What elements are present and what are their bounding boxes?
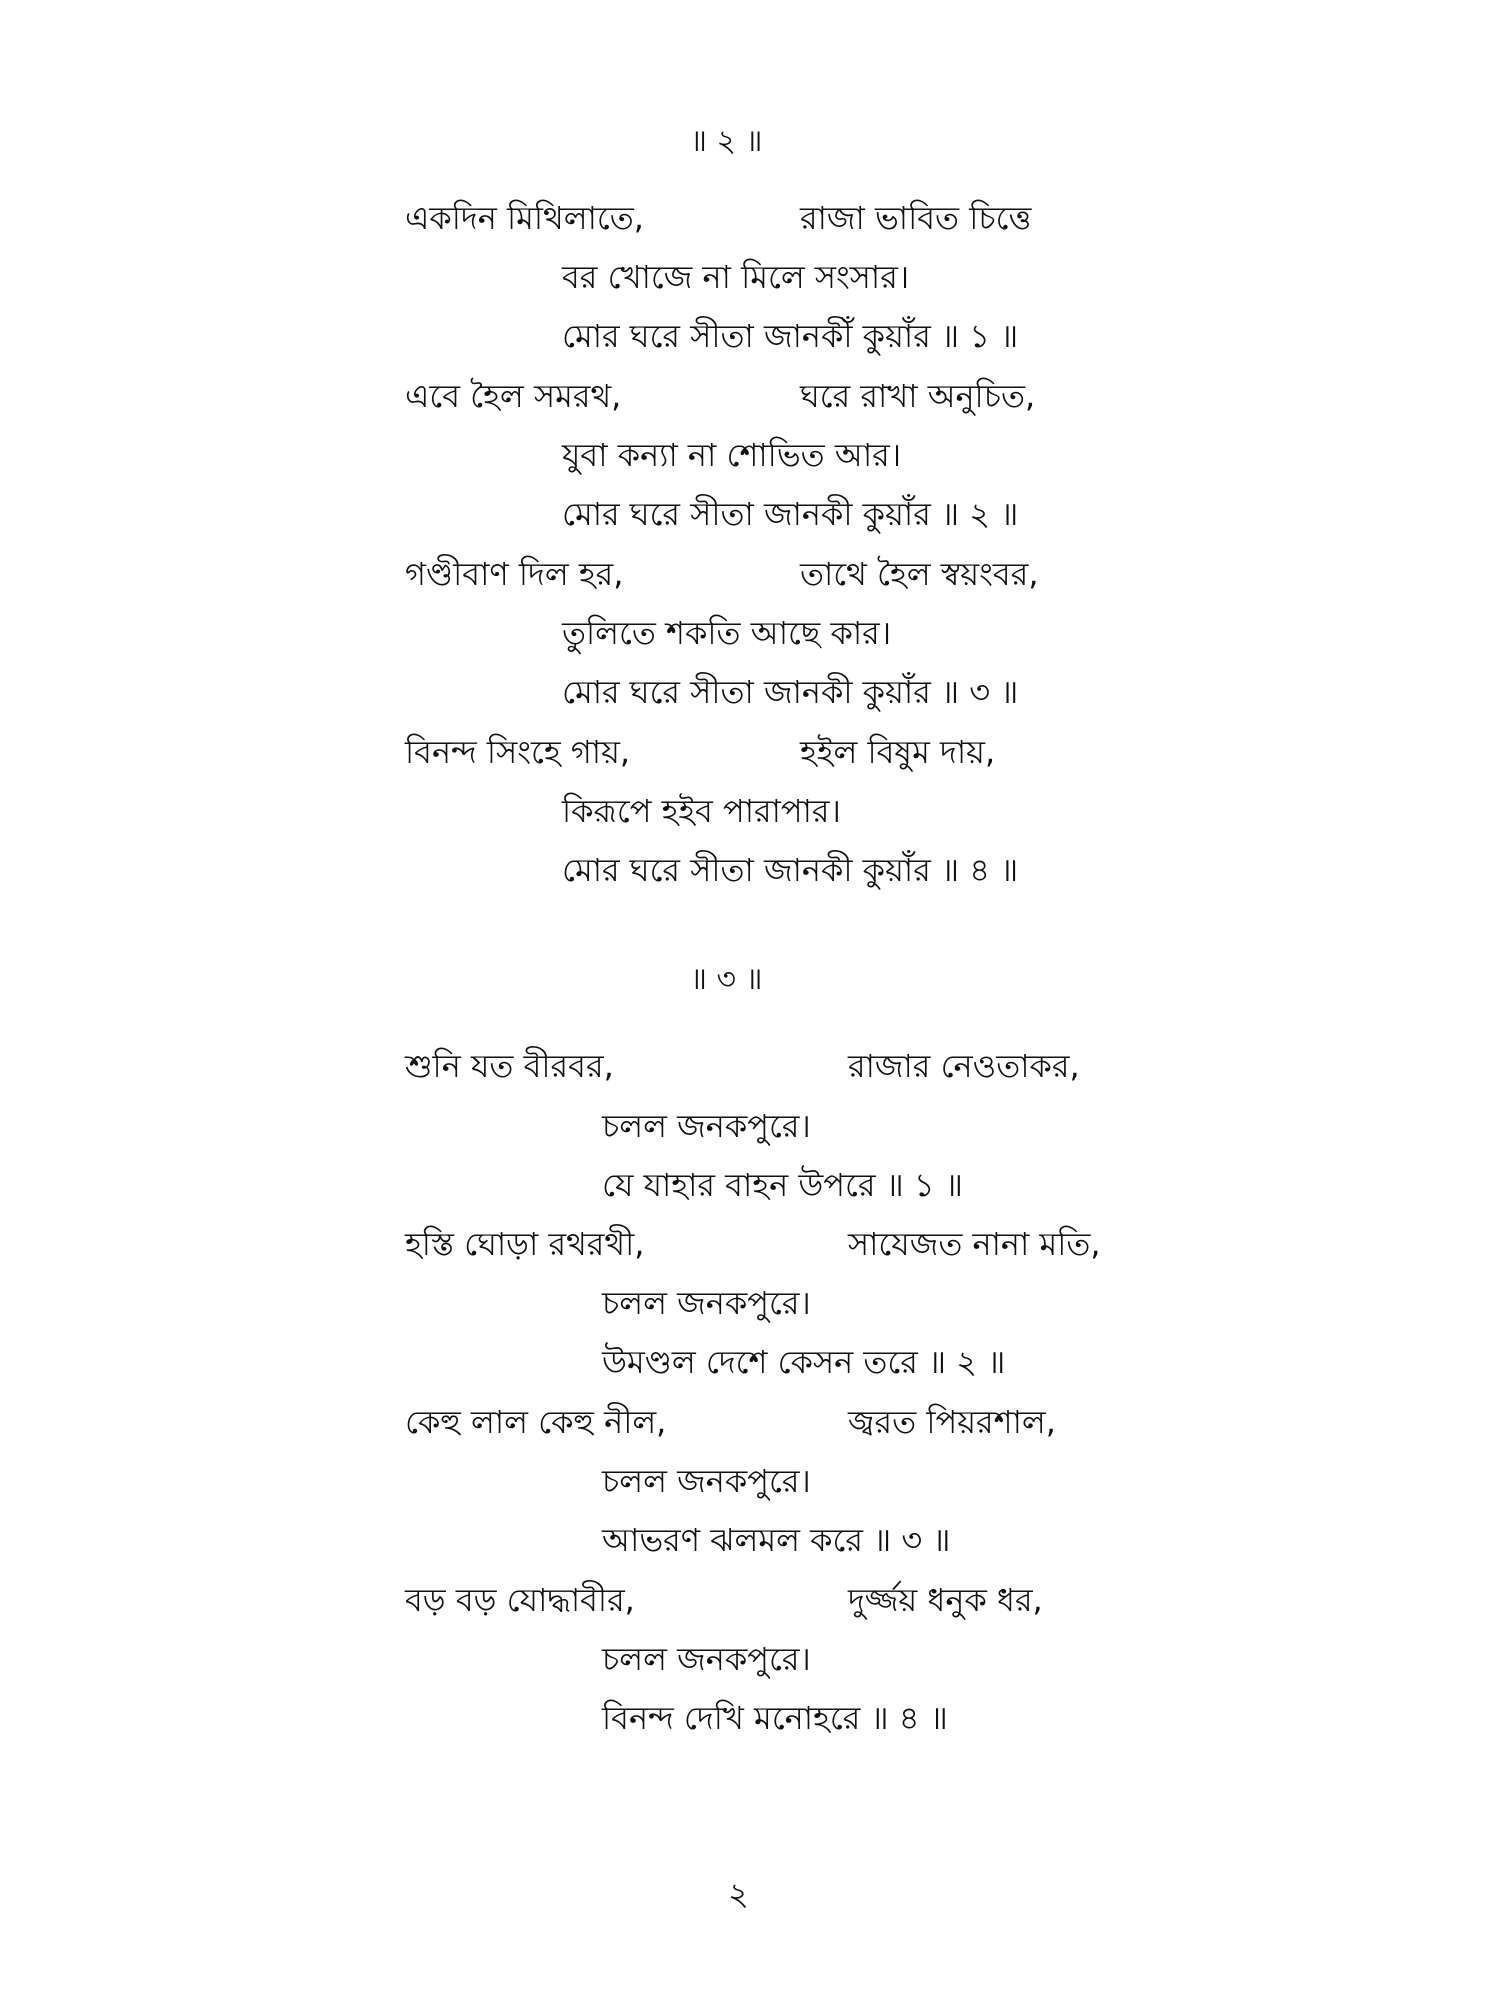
s3-stanza1-line2: চলল জনকপুরে। [602,1107,811,1145]
s2-stanza1-line1-a: একদিন মিথিলাতে, [405,199,644,237]
s3-stanza2-refrain: উমণ্ডল দেশে কেসন তরে ॥ ২ ॥ [602,1343,1006,1381]
s2-stanza4-refrain: মোর ঘরে সীতা জানকী কুয়াঁর ॥ ৪ ॥ [562,851,1019,889]
s2-stanza4-line2: কিরূপে হইব পারাপার। [562,792,841,830]
s2-stanza2-refrain: মোর ঘরে সীতা জানকী কুয়াঁর ॥ ২ ॥ [562,495,1019,533]
s2-stanza4-line1-b: হইল বিষুম দায়, [800,733,996,771]
s2-stanza2-line1-b: ঘরে রাখা অনুচিত, [800,377,1036,415]
s3-stanza3-line2: চলল জনকপুরে। [602,1462,811,1500]
s2-stanza3-line1-a: গণ্ডীবাণ দিল হর, [405,555,624,593]
s3-stanza2-line1-b: সাযেজত নানা মতি, [848,1225,1101,1263]
s3-stanza3-line1-b: জ্বরত পিয়রশাল, [848,1403,1056,1441]
s2-stanza1-refrain: মোর ঘরে সীতা জানকীঁ কুয়াঁর ॥ ১ ॥ [562,317,1019,355]
s3-stanza4-line2: চলল জনকপুরে। [602,1640,811,1678]
page-number: ২ [728,1875,749,1913]
s2-stanza1-line1-b: রাজা ভাবিত চিত্তে [800,199,1032,237]
s2-stanza2-line2: যুবা কন্যা না শোভিত আর। [562,436,902,474]
s3-stanza4-line1-b: দুর্জ্জয় ধনুক ধর, [848,1581,1043,1619]
s2-stanza3-line2: তুলিতে শকতি আছে কার। [562,614,892,652]
section-3-heading: ॥ ৩ ॥ [690,962,763,997]
s3-stanza4-refrain: বিনন্দ দেখি মনোহরে ॥ ৪ ॥ [602,1699,948,1737]
s3-stanza2-line2: চলল জনকপুরে। [602,1284,811,1322]
s3-stanza1-line1-a: শুনি যত বীরবর, [405,1047,614,1085]
s3-stanza2-line1-a: হস্তি ঘোড়া রথরথী, [405,1225,645,1263]
s3-stanza3-line1-a: কেহু লাল কেহু নীল, [405,1403,667,1441]
s2-stanza2-line1-a: এবে হৈল সমরথ, [405,377,622,415]
section-2-heading: ॥ ২ ॥ [690,124,763,159]
s3-stanza3-refrain: আভরণ ঝলমল করে ॥ ৩ ॥ [602,1521,951,1559]
s3-stanza1-line1-b: রাজার নেওতাকর, [848,1047,1080,1085]
s2-stanza1-line2: বর খোজে না মিলে সংসার। [562,258,910,296]
s2-stanza3-refrain: মোর ঘরে সীতা জানকী কুয়াঁর ॥ ৩ ॥ [562,673,1019,711]
s3-stanza1-refrain: যে যাহার বাহন উপরে ॥ ১ ॥ [602,1166,963,1204]
s3-stanza4-line1-a: বড় বড় যোদ্ধাবীর, [405,1581,635,1619]
s2-stanza4-line1-a: বিনন্দ সিংহে গায়, [405,733,631,771]
s2-stanza3-line1-b: তাথে হৈল স্বয়ংবর, [800,555,1039,593]
